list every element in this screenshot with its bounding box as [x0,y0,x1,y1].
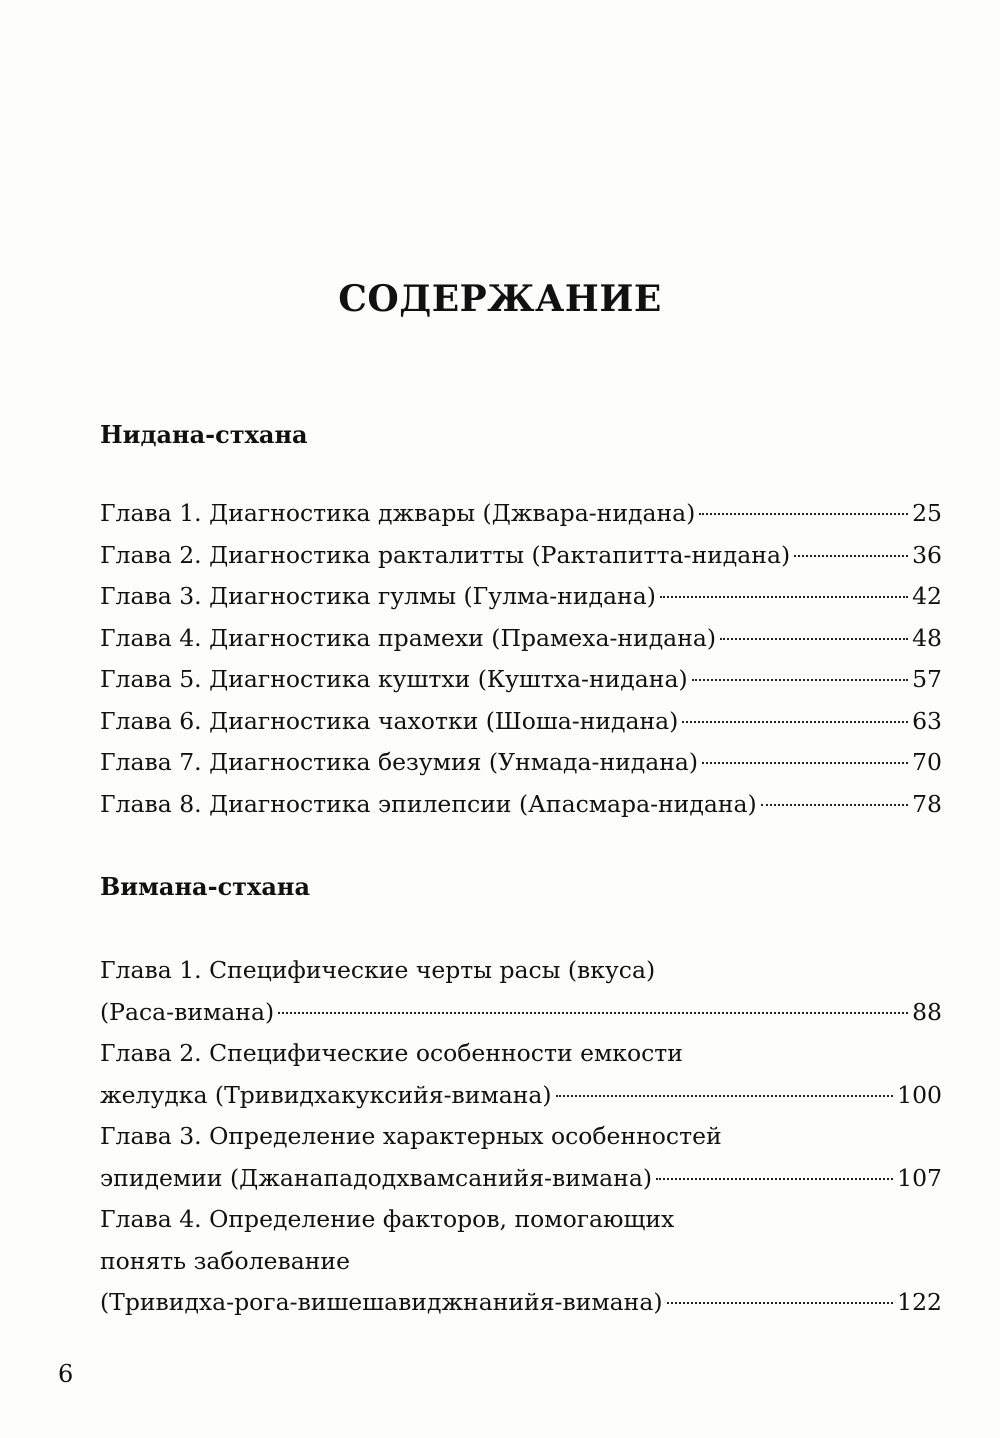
section-heading-vimana: Вимана-стхана [100,872,311,901]
toc-list-nidana [100,493,942,825]
dot-leader [702,762,908,764]
dot-leader [278,1012,908,1014]
toc-entry-title-continued: понять заболевание [100,1246,350,1275]
toc-entry[interactable] [100,576,942,618]
toc-entry-title: Глава 2. Специфические особенности емкости [100,1039,683,1067]
toc-entry-title: Глава 8. Диагностика эпилепсии (Апасмара-нидана) [100,789,757,818]
toc-entry-page: 42 [912,582,942,610]
toc-entry[interactable] [100,659,942,701]
toc-entry-page: 78 [912,789,942,818]
toc-entry-page: 25 [912,499,942,527]
dot-leader [699,513,908,515]
toc-entry-page: 63 [912,706,942,735]
dot-leader [682,721,908,723]
toc-entry-page: 36 [912,540,942,569]
toc-list-vimana [100,950,942,1324]
toc-entry[interactable] [100,950,942,1033]
toc-entry[interactable] [100,784,942,826]
page-number: 6 [58,1360,74,1388]
toc-entry-page: 100 [897,1080,942,1109]
section-heading-nidana: Нидана-стхана [100,420,308,449]
dot-leader [667,1302,894,1304]
dot-leader [656,1178,893,1180]
toc-entry[interactable] [100,1033,942,1116]
toc-entry[interactable] [100,618,942,660]
dot-leader [692,679,908,681]
toc-entry-title: Глава 7. Диагностика безумия (Унмада-нидана) [100,748,699,776]
toc-entry-title-continued: (Тривидха-рога-вишешавиджнанийя-вимана) [100,1288,663,1316]
toc-entry[interactable] [100,535,942,577]
toc-entry-title: Глава 5. Диагностика куштхи (Куштха-нидана) [100,665,688,693]
toc-entry-page: 88 [912,997,942,1026]
toc-entry-page: 122 [897,1288,942,1316]
toc-entry[interactable] [100,1199,942,1324]
toc-entry-title: Глава 4. Определение факторов, помогающих [100,1205,675,1233]
toc-entry[interactable] [100,1116,942,1199]
dot-leader [720,638,908,640]
toc-entry-title: Глава 1. Специфические черты расы (вкуса) [100,956,656,984]
toc-entry-title-continued: желудка (Тривидхакуксийя-вимана) [100,1080,552,1109]
toc-entry[interactable] [100,742,942,784]
toc-entry-page: 48 [912,623,942,652]
toc-entry[interactable] [100,493,942,535]
toc-entry-page: 107 [897,1163,942,1192]
toc-entry-title-continued: эпидемии (Джанападодхвамсанийя-вимана) [100,1163,652,1192]
dot-leader [794,555,908,557]
toc-entry-title: Глава 3. Диагностика гулмы (Гулма-нидана) [100,582,656,610]
toc-entry-title: Глава 3. Определение характерных особенностей [100,1122,722,1150]
toc-entry-page: 70 [912,748,942,776]
toc-entry-page: 57 [912,665,942,693]
toc-entry-title: Глава 2. Диагностика ракталитты (Рактапитта-нидана) [100,540,791,569]
toc-entry-title-continued: (Раса-вимана) [100,997,275,1026]
toc-entry[interactable] [100,701,942,743]
toc-entry-title: Глава 1. Диагностика джвары (Джвара-нидана) [100,499,696,527]
dot-leader [761,804,908,806]
dot-leader [660,596,908,598]
toc-entry-title: Глава 4. Диагностика прамехи (Прамеха-нидана) [100,623,717,652]
dot-leader [556,1095,894,1097]
page-title: СОДЕРЖАНИЕ [338,278,662,320]
toc-entry-title: Глава 6. Диагностика чахотки (Шоша-нидана) [100,706,679,735]
